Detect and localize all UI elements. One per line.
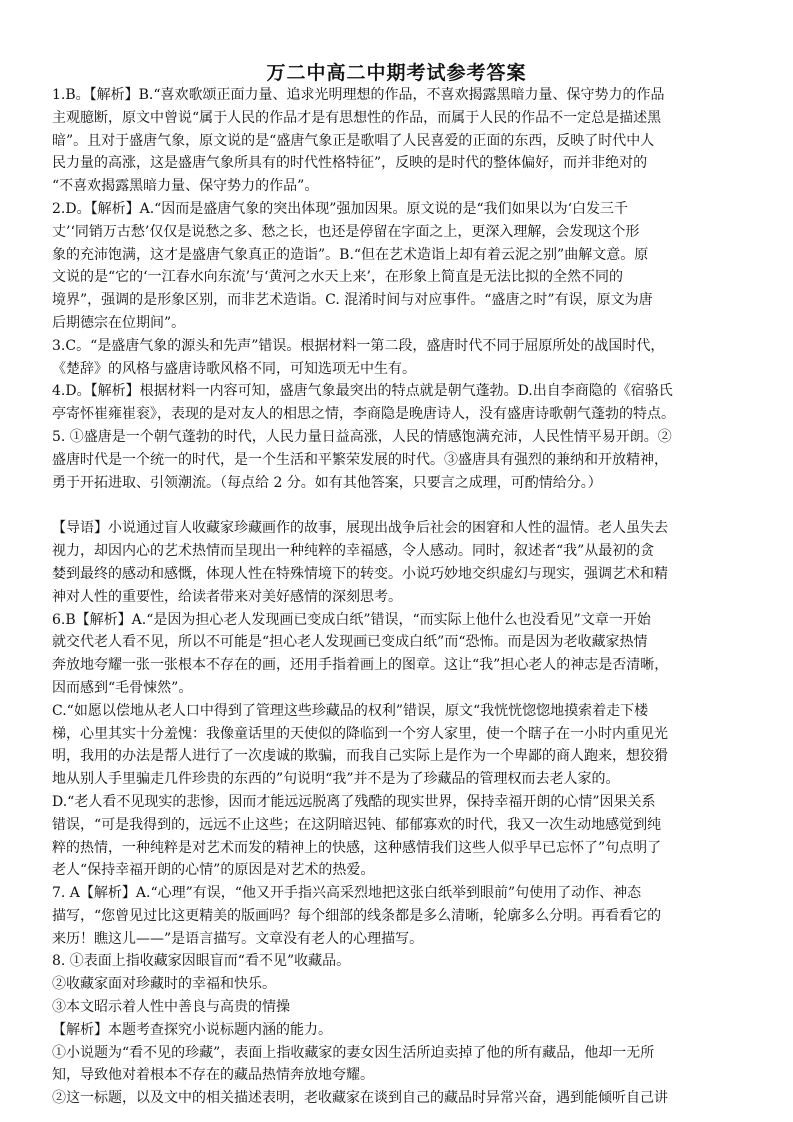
text-line: 丈’‘同销万古愁’仅仅是说愁之多、愁之长，也还是停留在字面之上，更深入理解，会发现这个形 [52, 223, 640, 240]
text-line: 2.D。【解析】A.“因而是盛唐气象的突出体现”强加因果。原文说的是“我们如果以为‘白发三千 [52, 200, 629, 217]
text-line: 婪到最终的感动和感慨，体现人性在特殊情境下的转变。小说巧妙地交织虚幻与现实，强调艺术和精 [52, 565, 668, 582]
text-line: 明，我用的办法是帮人进行了一次虔诚的欺骗，而我自己实际上是作为一个卑鄙的商人跑来，想狡猾 [52, 748, 668, 765]
text-line: 8. ①表面上指收藏家因眼盲而“看不见”收藏品。 [52, 953, 351, 970]
text-line: 奔放地夸耀一张一张根本不存在的画，还用手指着画上的图章。这让“我”担心老人的神志是否清晰， [52, 657, 669, 674]
text-line: 勇于开拓进取、引领潮流。（每点给 2 分。如有其他答案，只要言之成理，可酌情给分。） [52, 474, 602, 491]
text-line: 亭寄怀崔雍崔衮》，表现的是对友人的相思之情，李商隐是晚唐诗人，没有盛唐诗歌朝气蓬勃的特点。 [52, 406, 675, 423]
text-line: 7. A【解析】A.“心理”有误，“他又开手指兴高采烈地把这张白纸举到眼前”句使用了动作、神态 [52, 885, 642, 902]
text-line: 来历！瞧这儿——”是语言描写。文章没有老人的心理描写。 [52, 930, 424, 947]
paragraph-gap [52, 494, 780, 517]
text-line: ①小说题为“看不见的珍藏”，表面上指收藏家的妻女因生活所迫卖掉了他的所有藏品，他却一无所 [52, 1044, 655, 1061]
answer-body [52, 84, 780, 1110]
text-line: 因而感到“毛骨悚然”。 [52, 679, 193, 696]
text-line: 粹的热情，一种纯粹是对艺术而发的精神上的快感，这种感情我们这些人似乎早已忘怀了”句点明了 [52, 839, 662, 856]
text-line: 知，导致他对着根本不存在的藏品热情奔放地夸耀。 [52, 1067, 374, 1084]
text-line: 描写，“您曾见过比这更精美的版画吗？每个细部的线条都是多么清晰，轮廓多么分明。再看看它的 [52, 907, 662, 924]
text-line: 【导语】小说通过盲人收藏家珍藏画作的故事，展现出战争后社会的困窘和人性的温情。老人虽失去 [52, 520, 668, 537]
text-line: 3.C。“是盛唐气象的源头和先声”错误。根据材料一第二段，盛唐时代不同于屈原所处的战国时代， [52, 337, 665, 354]
text-line: ③本文昭示着人性中善良与高贵的情操 [52, 999, 290, 1016]
text-line: ②这一标题，以及文中的相关描述表明，老收藏家在谈到自己的藏品时异常兴奋，遇到能倾听自己讲 [52, 1090, 668, 1107]
text-line: 盛唐时代是一个统一的时代，是一个生活和平繁荣发展的时代。③盛唐具有强烈的兼纳和开放精神， [52, 451, 668, 468]
text-line: 民力量的高涨，这是盛唐气象所具有的时代性格特征”，反映的是时代的整体偏好，而并非绝对的 [52, 155, 648, 172]
text-line: 神对人性的重要性，给读者带来对美好感情的深刻思考。 [52, 588, 402, 605]
text-line: D.“老人看不见现实的悲惨，因而才能远远脱离了残酷的现实世界，保持幸福开朗的心情”因果关系 [52, 793, 656, 810]
text-line: 【解析】本题考查探究小说标题内涵的能力。 [52, 1021, 332, 1038]
text-line: 1.B。【解析】B.“喜欢歌颂正面力量、追求光明理想的作品，不喜欢揭露黑暗力量、保守势力的作品 [52, 87, 665, 103]
text-line: 6.B【解析】A.“是因为担心老人发现画已变成白纸”错误，“而实际上他什么也没看见”文章一开始 [52, 611, 651, 628]
document-title: 万二中高二中期考试参考答案 [266, 62, 527, 84]
text-line: C.“如愿以偿地从老人口中得到了管理这些珍藏品的权利”错误，原文“我恍恍惚惚地摸索着走下楼 [52, 702, 649, 719]
text-line: “不喜欢揭露黑暗力量、保守势力的作品”。 [52, 178, 319, 195]
text-line: 《楚辞》的风格与盛唐诗歌风格不同，可知选项无中生有。 [52, 360, 416, 377]
text-line: 错误，“可是我得到的，远远不止这些；在这阴暗迟钝、郁郁寡欢的时代，我又一次生动地感觉到纯 [52, 816, 662, 833]
text-line: 5. ①盛唐是一个朝气蓬勃的时代，人民力量日益高涨，人民的情感饱满充沛，人民性情平易开朗。② [52, 428, 672, 445]
text-line: 老人“保持幸福开朗的心情”的原因是对艺术的热爱。 [52, 862, 375, 879]
text-line: 后期德宗在位期间”。 [52, 314, 186, 331]
text-line: 视力，却因内心的艺术热情而呈现出一种纯粹的幸福感，令人感动。同时，叙述者“我”从最初的贪 [52, 543, 655, 560]
text-line: 4.D。【解析】根据材料一内容可知，盛唐气象最突出的特点就是朝气蓬勃。D.出自李商隐的《宿骆氏 [52, 383, 673, 400]
text-line: 就交代老人看不见，所以不可能是“担心老人发现画已变成白纸”而“恐怖。而是因为老收藏家热情 [52, 634, 648, 651]
text-line: 象的充沛饱满，这才是盛唐气象真正的造诣”。B.“但在艺术造诣上却有着云泥之别”曲解文意。原 [52, 246, 649, 263]
text-line: 暗”。且对于盛唐气象，原文说的是“盛唐气象正是歌唱了人民喜爱的正面的东西，反映了时代中人 [52, 132, 655, 149]
text-line: 境界”，强调的是形象区别，而非艺术造诣。C. 混淆时间与对应事件。“盛唐之时”有误，原文为唐 [52, 292, 653, 309]
text-line: ②收藏家面对珍藏时的幸福和快乐。 [52, 976, 276, 993]
text-line: 主观臆断，原文中曾说“属于人民的作品才是有思想性的作品，而属于人民的作品不一定总是描述黑 [52, 109, 662, 126]
text-line: 文说的是“它的‘一江春水向东流’与‘黄河之水天上来’，在形象上简直是无法比拟的全然不同的 [52, 269, 623, 286]
text-line: 地从别人手里骗走几件珍贵的东西的”句说明“我”并不是为了珍藏品的管理权而去老人家的。 [52, 771, 620, 788]
text-line: 梯，心里其实十分羞愧：我像童话里的天使似的降临到一个穷人家里，使一个瞎子在一小时内重见光 [52, 725, 668, 742]
